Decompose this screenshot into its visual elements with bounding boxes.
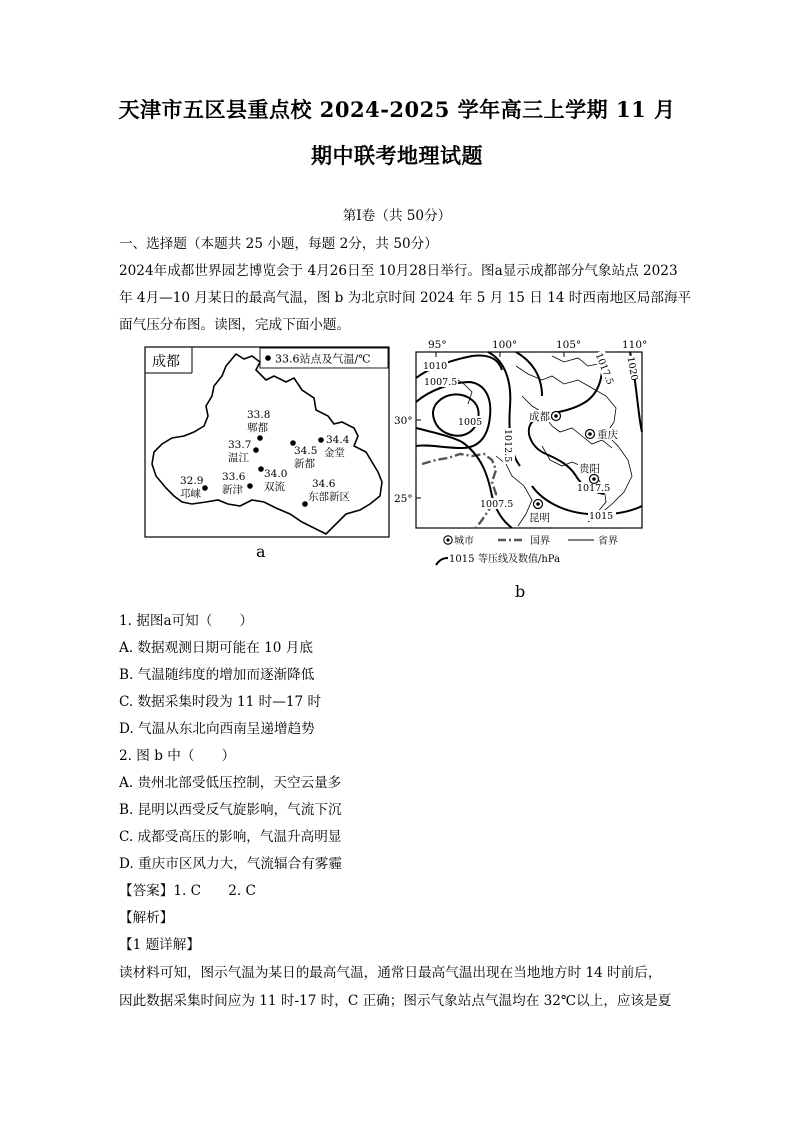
legend-provincial-border-text: 省界 (598, 536, 618, 547)
analysis-title: 【解析】 (119, 910, 174, 926)
figure-b-caption: b (515, 582, 526, 601)
station-name: 郫都 (247, 422, 268, 434)
legend-isobar-line (436, 558, 448, 565)
station-name: 东部新区 (308, 491, 350, 503)
detail-line: 读材料可知，图示气温为某日的最高气温，通常日最高气温出现在当地地方时 14 时前后， (119, 965, 662, 981)
station-dot (202, 485, 208, 491)
station-dot (257, 435, 263, 441)
region-label: 成都 (152, 354, 180, 370)
station-value: 33.7 (228, 439, 252, 451)
station-value: 32.9 (180, 475, 204, 487)
legend-city-text: 城市 (454, 536, 474, 547)
city-label: 昆明 (529, 512, 550, 524)
question-option: C. 成都受高压的影响，气温升高明显 (119, 829, 342, 845)
station-value: 34.4 (326, 434, 350, 446)
station-name: 温江 (228, 452, 249, 464)
latitude-label: 30° (394, 415, 413, 427)
isobar-label: 1005 (458, 417, 483, 428)
detail-title: 【1 题详解】 (119, 937, 200, 953)
isobar-label: 1017.5 (577, 483, 611, 494)
figure-a-caption: a (256, 542, 266, 561)
document-title-line1: 天津市五区县重点校 2024-2025 学年高三上学期 11 月 (118, 97, 676, 122)
station-dot (253, 447, 259, 453)
part-title: 一、选择题（本题共 25 小题，每题 2分，共 50分） (119, 236, 438, 252)
question-option: C. 数据采集时段为 11 时—17 时 (119, 694, 322, 710)
city-label: 重庆 (597, 429, 618, 441)
station-value: 34.5 (294, 445, 318, 457)
figure-b-map (392, 336, 657, 572)
intro-line: 面气压分布图。读图，完成下面小题。 (119, 317, 351, 333)
station-name: 新都 (294, 458, 315, 470)
intro-line: 2024年成都世界园艺博览会于 4月26日至 10月28日举行。图a显示成都部分气象站点 2023 (119, 263, 678, 279)
station-name: 金堂 (324, 447, 345, 459)
question-stem: 2. 图 b 中（ ） (119, 748, 236, 764)
station-name: 双流 (264, 481, 285, 493)
longitude-label: 110° (622, 339, 648, 351)
intro-line: 年 4月—10 月某日的最高气温，图 b 为北京时间 2024 年 5 月 15 日 14 时西南地区局部海平 (119, 290, 692, 306)
legend-isobar-text: 等压线及数值/hPa (478, 554, 561, 565)
station-value: 33.6 (222, 471, 246, 483)
station-dot (318, 437, 324, 443)
figure-a-map (144, 346, 390, 538)
isobar-label: 1007.5 (424, 377, 458, 388)
detail-line: 因此数据采集时间应为 11 时-17 时，C 正确；图示气象站点气温均在 32℃以上，应该是夏 (119, 993, 672, 1009)
city-label: 贵阳 (579, 463, 600, 475)
isobar-label: 1017.5 (592, 351, 616, 387)
legend-station-dot (265, 355, 271, 361)
station-value: 34.6 (312, 478, 336, 490)
question-option: A. 数据观测日期可能在 10 月底 (119, 640, 313, 656)
city-label: 成都 (529, 411, 550, 423)
section-header: 第Ⅰ卷（共 50分） (342, 208, 452, 224)
station-name: 邛崃 (180, 488, 201, 500)
station-dot (247, 483, 253, 489)
latitude-label: 25° (394, 493, 413, 505)
longitude-label: 105° (556, 339, 582, 351)
question-option: A. 贵州北部受低压控制，天空云量多 (119, 775, 342, 791)
longitude-label: 100° (492, 339, 518, 351)
isobar-label: 1012.5 (502, 429, 513, 463)
legend-isobar-value: 1015 (449, 554, 475, 565)
question-stem: 1. 据图a可知（ ） (119, 613, 254, 629)
station-value: 33.8 (247, 409, 271, 421)
station-dot (258, 466, 264, 472)
station-value: 34.0 (264, 468, 288, 480)
question-option: D. 气温从东北向西南呈递增趋势 (119, 721, 315, 737)
isobar-label: 1007.5 (480, 499, 514, 510)
document-title-line2: 期中联考地理试题 (311, 143, 483, 168)
isobar-label: 1020 (624, 355, 640, 382)
station-dot (302, 501, 308, 507)
isobar-label: 1010 (423, 361, 448, 372)
longitude-label: 95° (428, 339, 447, 351)
legend-national-border-text: 国界 (530, 536, 550, 547)
question-option: D. 重庆市区风力大，气流辐合有雾霾 (119, 856, 342, 872)
station-name: 新津 (222, 484, 243, 496)
answer-line: 【答案】1. C 2. C (119, 883, 256, 899)
isobar-label: 1015 (589, 511, 614, 522)
legend-text: 33.6站点及气温/℃ (275, 352, 371, 366)
question-option: B. 昆明以西受反气旋影响，气流下沉 (119, 802, 342, 818)
question-option: B. 气温随纬度的增加而逐渐降低 (119, 667, 315, 683)
